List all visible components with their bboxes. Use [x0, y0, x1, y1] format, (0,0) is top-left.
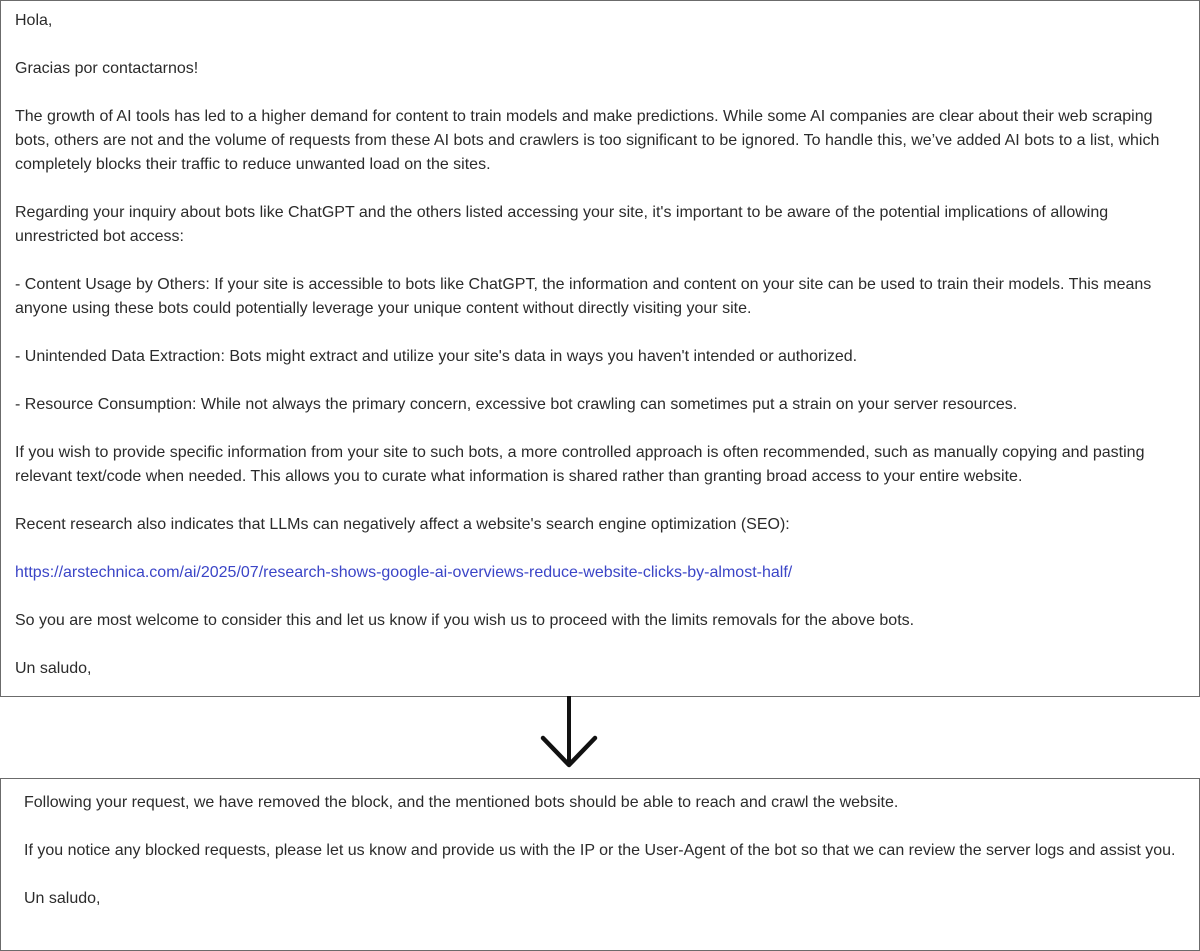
intro-paragraph: The growth of AI tools has led to a higher demand for content to train models and make predictions. While some AI companies are clear about their web scraping bots, others are not and the volume of requests from these AI bots and crawlers is too significant to be ignored. To handle this, we’ve added AI bots to a list, which completely blocks their traffic to reduce unwanted load on the sites.	[15, 108, 1160, 173]
closing-request-paragraph: So you are most welcome to consider this and let us know if you wish us to proceed with the limits removals for the above bots.	[15, 612, 915, 629]
thanks-text: Gracias por contactarnos!	[15, 60, 199, 77]
recommendation-paragraph: If you wish to provide specific information from your site to such bots, a more controlled approach is often recommended, such as manually copying and pasting relevant text/code when needed. This allows you to curate what information is shared rather than granting broad access to your entire website.	[15, 444, 1145, 485]
arstechnica-link[interactable]: https://arstechnica.com/ai/2025/07/research-shows-google-ai-overviews-reduce-website-clicks-by-almost-half/	[15, 564, 793, 581]
email-message-2	[0, 778, 1200, 951]
link-paragraph	[15, 561, 1185, 585]
arrow-down-icon	[540, 696, 600, 770]
bullet-data-extraction: - Unintended Data Extraction: Bots might extract and utilize your site's data in ways you haven't intended or authorized.	[15, 348, 858, 365]
followup-paragraph: If you notice any blocked requests, please let us know and provide us with the IP or the User-Agent of the bot so that we can review the server logs and assist you.	[24, 842, 1176, 859]
research-paragraph: Recent research also indicates that LLMs can negatively affect a website's search engine optimization (SEO):	[15, 516, 790, 533]
bullet-content-usage: - Content Usage by Others: If your site is accessible to bots like ChatGPT, the information and content on your site can be used to train their models. This means anyone using these bots could potentially leverage your unique content without directly visiting your site.	[15, 276, 1152, 317]
signoff-text: Un saludo,	[15, 660, 92, 677]
signoff-text-2: Un saludo,	[24, 890, 101, 907]
bullet-resource-consumption: - Resource Consumption: While not always the primary concern, excessive bot crawling can sometimes put a strain on your server resources.	[15, 396, 1018, 413]
regarding-paragraph: Regarding your inquiry about bots like ChatGPT and the others listed accessing your site, it's important to be aware of the potential implications of allowing unrestricted bot access:	[15, 204, 1109, 245]
greeting-text: Hola,	[15, 12, 53, 29]
confirmation-paragraph: Following your request, we have removed the block, and the mentioned bots should be able to reach and crawl the website.	[24, 794, 899, 811]
